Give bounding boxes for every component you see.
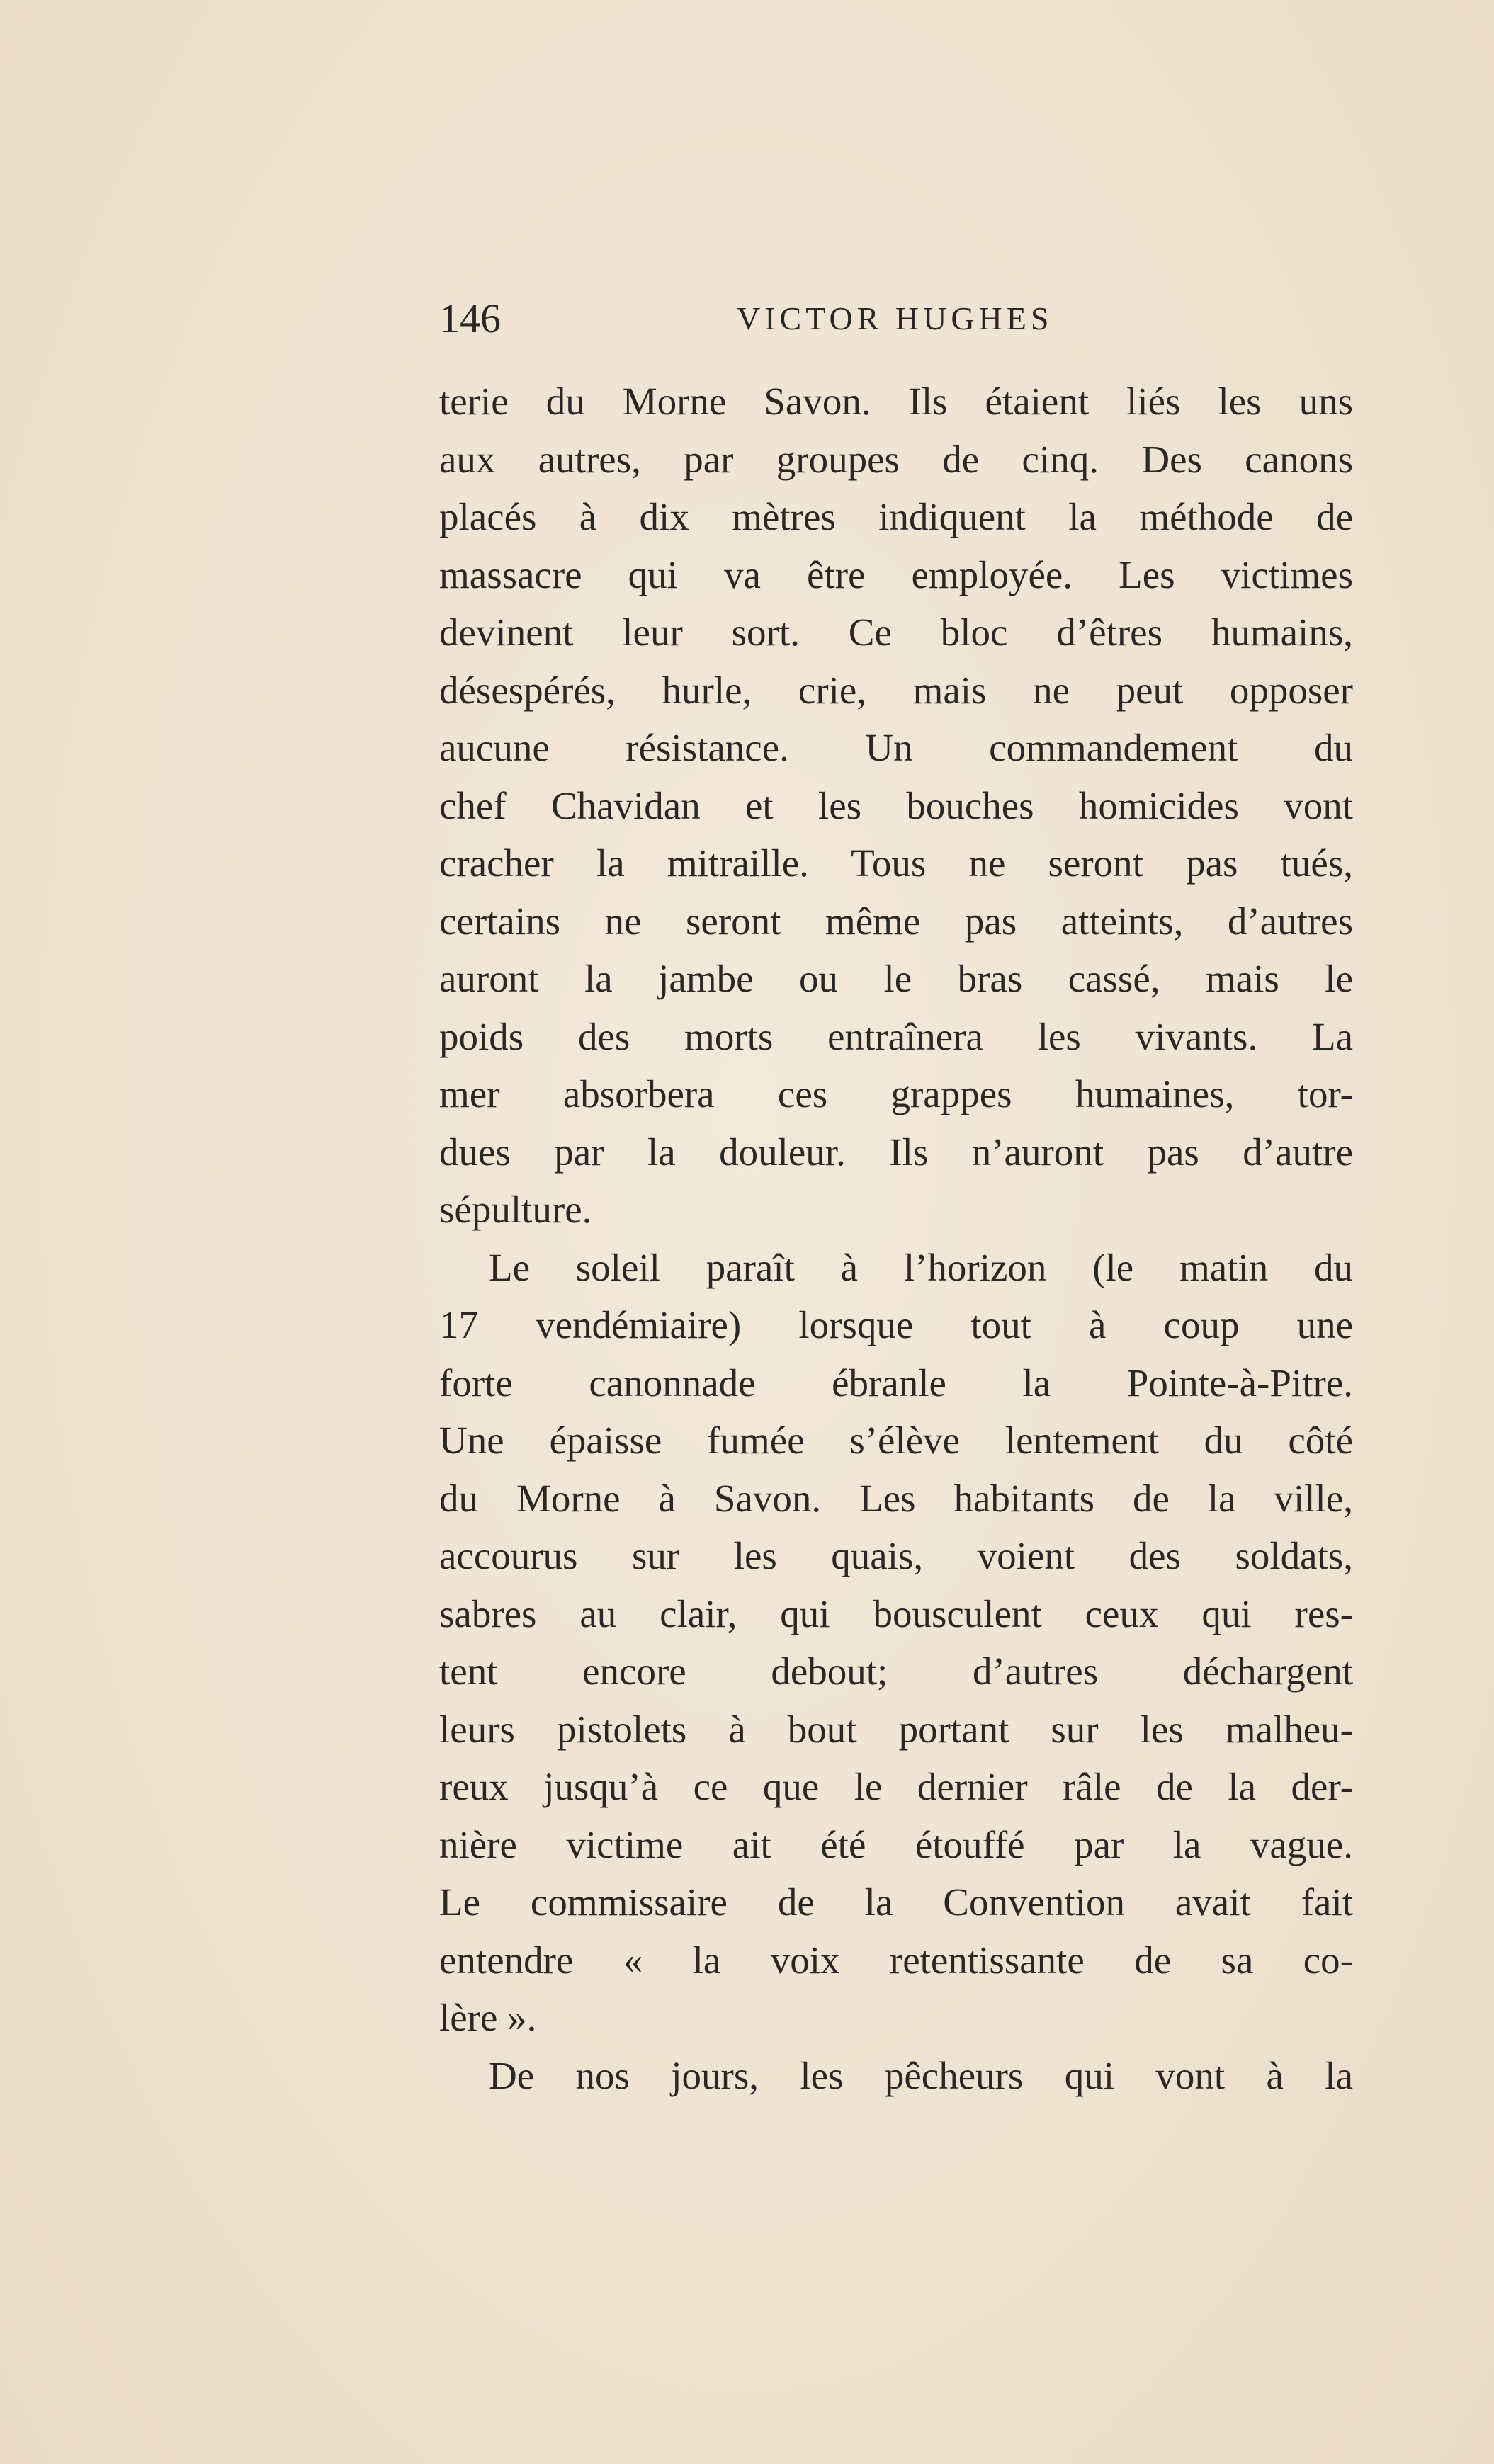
page-number: 146: [439, 295, 501, 341]
text-line: désespérés, hurle, crie, mais ne peut opposer: [439, 668, 1353, 712]
text-line: terie du Morne Savon. Ils étaient liés les uns: [439, 380, 1353, 423]
running-head: [439, 287, 1353, 351]
running-title: VICTOR HUGHES: [737, 300, 1053, 336]
text-line: reux jusqu’à ce que le dernier râle de la der-: [439, 1765, 1353, 1808]
text-line: tent encore debout; d’autres déchargent: [439, 1650, 1353, 1693]
body-text: [439, 373, 1353, 2104]
text-line: accourus sur les quais, voient des soldats,: [439, 1534, 1353, 1577]
text-line: nière victime ait été étouffé par la vague.: [439, 1822, 1353, 1866]
paragraph-start-line: Le soleil paraît à l’horizon (le matin du: [489, 1245, 1353, 1289]
paragraph-end-line: sépulture.: [439, 1188, 592, 1231]
text-line: placés à dix mètres indiquent la méthode de: [439, 495, 1353, 538]
text-line: poids des morts entraînera les vivants. La: [439, 1014, 1353, 1058]
text-line: Une épaisse fumée s’élève lentement du côté: [439, 1419, 1353, 1462]
paragraph-end-line: lère ».: [439, 1996, 537, 2039]
text-line: massacre qui va être employée. Les victimes: [439, 552, 1353, 596]
text-line: Le commissaire de la Convention avait fait: [439, 1880, 1353, 1924]
text-line: mer absorbera ces grappes humaines, tor-: [439, 1072, 1353, 1115]
text-line: devinent leur sort. Ce bloc d’êtres humains,: [439, 611, 1353, 654]
text-line: certains ne seront même pas atteints, d’autres: [439, 899, 1353, 943]
text-line: du Morne à Savon. Les habitants de la ville,: [439, 1476, 1353, 1520]
text-line: leurs pistolets à bout portant sur les malheu-: [439, 1707, 1353, 1751]
paragraph-start-line: De nos jours, les pêcheurs qui vont à la: [489, 2053, 1353, 2097]
text-line: entendre « la voix retentissante de sa co-: [439, 1938, 1353, 1982]
text-line: cracher la mitraille. Tous ne seront pas tués,: [439, 841, 1353, 885]
text-line: 17 vendémiaire) lorsque tout à coup une: [439, 1303, 1353, 1346]
text-line: chef Chavidan et les bouches homicides vont: [439, 783, 1353, 827]
text-line: auront la jambe ou le bras cassé, mais le: [439, 957, 1353, 1000]
text-line: aux autres, par groupes de cinq. Des canons: [439, 437, 1353, 481]
text-line: sabres au clair, qui bousculent ceux qui res-: [439, 1591, 1353, 1635]
text-line: aucune résistance. Un commandement du: [439, 726, 1353, 769]
text-line: dues par la douleur. Ils n’auront pas d’autre: [439, 1130, 1353, 1174]
text-line: forte canonnade ébranle la Pointe-à-Pitre.: [439, 1361, 1353, 1404]
